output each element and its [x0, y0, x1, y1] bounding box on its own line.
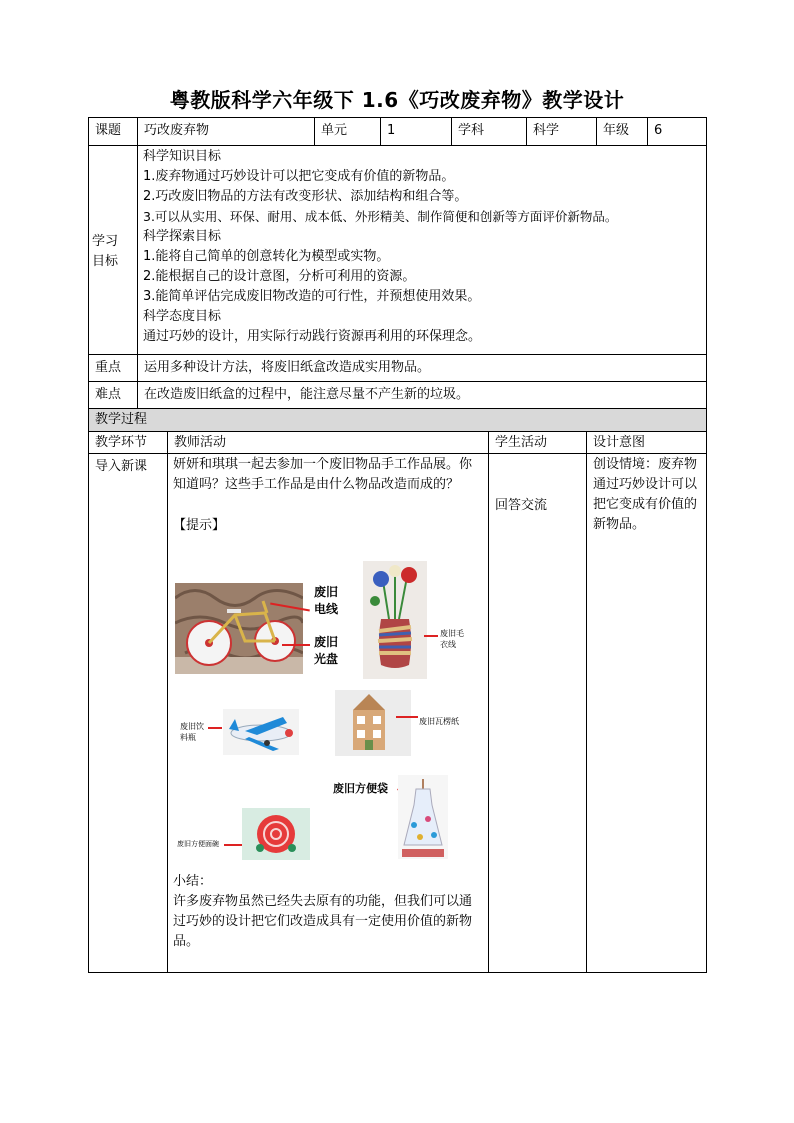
- label-dress: 废旧方便袋: [333, 782, 388, 795]
- subject-value: 科学: [533, 123, 560, 138]
- student-activity: 回答交流: [495, 498, 548, 513]
- grade-label: 年级: [603, 123, 630, 138]
- page-title: 粤教版科学六年级下 1.6《巧改废弃物》教学设计: [169, 88, 625, 112]
- difficulty-value: 在改造废旧纸盒的过程中，能注意尽量不产生新的垃圾。: [144, 387, 470, 402]
- hint-label: 【提示】: [173, 518, 226, 533]
- label-bowl: 废旧方便面碗: [177, 840, 219, 848]
- label-house: 废旧瓦楞纸: [419, 717, 459, 726]
- design-intent: 创设情境：废弃物通过巧妙设计可以把它变成有价值的新物品。: [593, 457, 698, 532]
- objective-line: 通过巧妙的设计，用实际行动践行资源再利用的环保理念。: [143, 329, 482, 344]
- summary-text: 许多废弃物虽然已经失去原有的功能，但我们可以通过巧妙的设计把它们改造成具有一定使用价值的新物品。: [173, 894, 473, 949]
- objective-line: 科学态度目标: [143, 309, 222, 324]
- bowl-image: [242, 808, 310, 860]
- bicycle-image: [175, 583, 303, 674]
- dress-image: [398, 775, 448, 859]
- objective-line: 科学探索目标: [143, 229, 222, 244]
- label-wire: 废旧 电线: [314, 585, 339, 616]
- summary-label: 小结：: [173, 874, 213, 889]
- lesson-value: 巧改废弃物: [144, 123, 210, 138]
- label-plane: 废旧饮 料瓶: [180, 722, 204, 742]
- label-vase: 废旧毛 衣线: [440, 629, 464, 649]
- key-point-label: 重点: [95, 360, 122, 375]
- objective-line: 科学知识目标: [143, 149, 222, 164]
- label-disc: 废旧 光盘: [314, 635, 339, 666]
- stage-cell: 导入新课: [95, 459, 148, 474]
- teacher-intro: 妍妍和琪琪一起去参加一个废旧物品手工作品展。你知道吗？这些手工作品是由什么物品改造而成的？: [173, 457, 473, 492]
- unit-label: 单元: [321, 123, 348, 138]
- vase-image: [363, 561, 427, 679]
- objective-line: 2.能根据自己的设计意图，分析可利用的资源。: [143, 269, 416, 284]
- column-teacher: 教师活动: [174, 435, 227, 450]
- objectives-label: 学习目标: [92, 234, 119, 269]
- difficulty-label: 难点: [95, 387, 122, 402]
- column-stage: 教学环节: [95, 435, 148, 450]
- objective-line: 3.可以从实用、环保、耐用、成本低、外形精美、制作简便和创新等方面评价新物品。: [143, 209, 618, 224]
- lesson-label: 课题: [95, 123, 122, 138]
- process-section-label: 教学过程: [89, 409, 706, 431]
- objectives-list: [143, 147, 703, 347]
- key-point-value: 运用多种设计方法，将废旧纸盒改造成实用物品。: [144, 360, 431, 375]
- plane-image: [223, 709, 299, 755]
- objective-line: 1.废弃物通过巧妙设计可以把它变成有价值的新物品。: [143, 169, 455, 184]
- unit-value: 1: [387, 123, 396, 138]
- subject-label: 学科: [458, 123, 485, 138]
- column-intent: 设计意图: [593, 435, 646, 450]
- house-image: [335, 690, 411, 756]
- objective-line: 3.能简单评估完成废旧物改造的可行性，并预想使用效果。: [143, 289, 481, 304]
- objective-line: 1.能将自己简单的创意转化为模型或实物。: [143, 249, 390, 264]
- objective-line: 2.巧改废旧物品的方法有改变形状、添加结构和组合等。: [143, 189, 468, 204]
- column-student: 学生活动: [495, 435, 548, 450]
- grade-value: 6: [654, 123, 663, 138]
